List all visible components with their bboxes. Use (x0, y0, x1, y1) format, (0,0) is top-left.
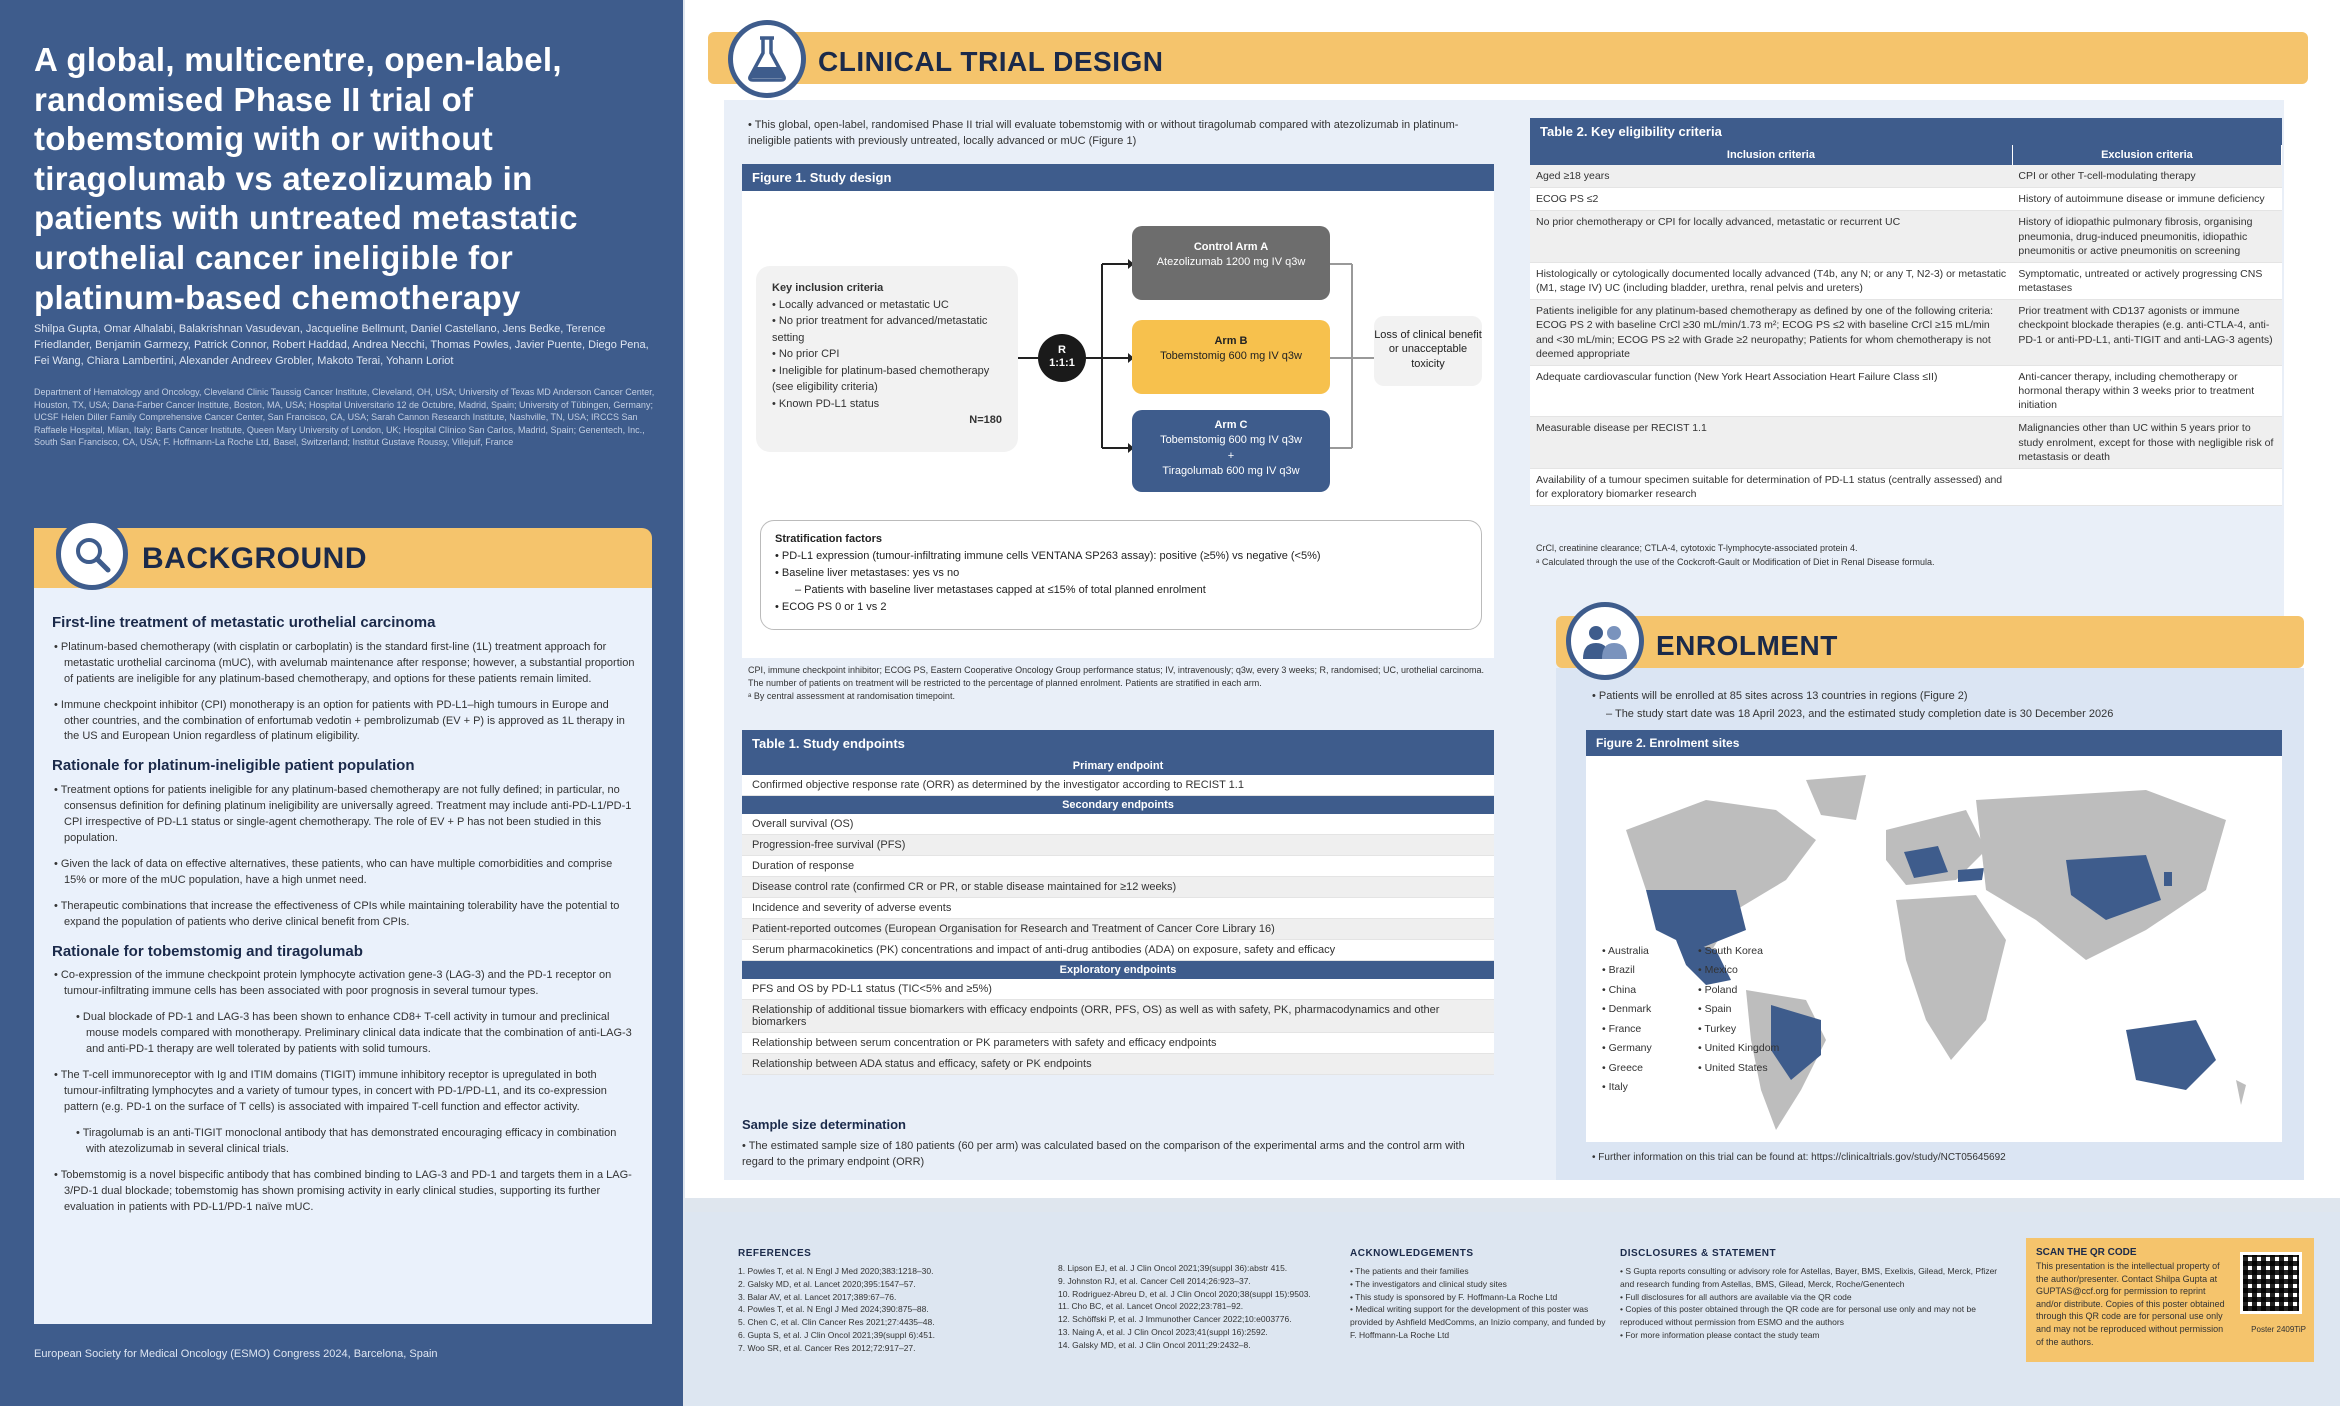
reference-item: 13. Naing A, et al. J Clin Oncol 2023;41(suppl 16):2592. (1058, 1326, 1268, 1337)
table-2-eligibility (1530, 118, 2282, 506)
kic-n: N=180 (969, 414, 1002, 426)
inclusion-cell: Histologically or cytologically documented locally advanced (T4b, any N; or any T, N2-3) or metastatic (M1, stage IV) UC (including bladder, urethra, renal pelvis and ureters) (1530, 262, 2012, 299)
qr-box (2026, 1238, 2314, 1362)
stratification-box (760, 520, 1482, 630)
qr-title: SCAN THE QR CODE (2036, 1247, 2137, 1258)
secondary-endpoints-header: Secondary endpoints (742, 796, 1494, 814)
affiliations: Department of Hematology and Oncology, Cleveland Clinic Taussig Cancer Institute, Cleveland, OH, USA; University of Texas MD Anderson Cancer Center, Houston, TX, USA; Dana-Farber Cancer Institute, Boston, MA, USA; Hospital Universitario 12 de Octubre, Madrid, Spain; University of Tübingen, Germany; UCSF Helen Diller Family Comprehensive Cancer Center, San Francisco, CA, USA; Sarah Cannon Research Institute, Nashville, TN, USA; IRCCS San Raffaele Hospital, Milan, Italy; Barts Cancer Institute, Queen Mary University of London, UK; Hospital Clínico San Carlos, Madrid, Spain; Genentech, Inc., South San Francisco, CA, USA; F. Hoffmann-La Roche Ltd, Basel, Switzerland; Institut Gustave Roussy, Villejuif, France (34, 387, 655, 448)
reference-item: 3. Balar AV, et al. Lancet 2017;389:67–76. (738, 1291, 897, 1302)
table-2-footnote-1: CrCl, creatinine clearance; CTLA-4, cytotoxic T-lymphocyte-associated protein 4. (1536, 543, 1858, 553)
inclusion-header: Inclusion criteria (1530, 145, 2012, 165)
table-row: Progression-free survival (PFS) (742, 835, 1494, 856)
enrolment-title: ENROLMENT (1656, 630, 1838, 661)
ctd-intro: • This global, open-label, randomised Phase II trial will evaluate tobemstomig with or without tiragolumab compared with atezolizumab in platinum-ineligible patients with previously untreated, locally advanced or mUC (Figure 1) (748, 119, 1459, 147)
enrolment-text-2: – The study start date was 18 April 2023, and the estimated study completion date is 30 December 2026 (1606, 707, 2114, 720)
country-list-1 (1602, 942, 1652, 1097)
country-item: • United Kingdom (1698, 1042, 1780, 1055)
figure-1-study-design (742, 164, 1494, 658)
background-paragraph: • The T-cell immunoreceptor with Ig and ITIM domains (TIGIT) immune inhibitory receptor is upregulated in both tumour-infiltrating lymphocytes and a variety of tumour types, in concert with PD-1/PD-L1, and its co-expression pattern (e.g. PD-1 on the surface of T cells) is associated with impaired T-cell function and effector activity. (54, 1069, 607, 1113)
table-row (1530, 417, 2282, 469)
references-col-2 (1058, 1262, 1338, 1351)
background-paragraph: • Platinum-based chemotherapy (with cisplatin or carboplatin) is the standard first-line (1L) treatment approach for metastatic urothelial carcinoma (mUC), with avelumab maintenance after response; however, a substantial proportion of patients are ineligible for any platinum-based chemotherapy, and options for these patients remain limited. (54, 640, 635, 685)
figure-1-footnote-a: ᵃ By central assessment at randomisation timepoint. (748, 691, 955, 702)
inclusion-cell: Adequate cardiovascular function (New York Heart Association Heart Failure Class ≤II) (1530, 365, 2012, 417)
map-africa (1896, 895, 2006, 1060)
arm-c-drug-2: Tiragolumab 600 mg IV q3w (1162, 465, 1300, 478)
country-list-2 (1698, 942, 1779, 1078)
arm-a-box (1132, 226, 1330, 300)
strat-item: – Patients with baseline liver metastases capped at ≤15% of total planned enrolment (795, 584, 1206, 597)
table-2-title: Table 2. Key eligibility criteria (1530, 118, 2282, 145)
sample-size-title: Sample size determination (742, 1117, 906, 1132)
enrolment-text-1: • Patients will be enrolled at 85 sites across 13 countries in regions (Figure 2) (1592, 690, 1968, 702)
rand-label: R (1058, 344, 1066, 356)
table-1-endpoints (742, 730, 1494, 1075)
background-paragraph: • Given the lack of data on effective alternatives, these patients, who can have multiple comorbidities and comprise 15% or more of the mUC population, have a high unmet need. (54, 857, 613, 886)
ctd-title: CLINICAL TRIAL DESIGN (818, 46, 1164, 77)
kic-item: • Known PD-L1 status (772, 397, 880, 410)
reference-item: 6. Gupta S, et al. J Clin Oncol 2021;39(suppl 6):451. (738, 1329, 936, 1340)
sample-size (742, 1116, 1494, 1171)
exclusion-cell: Symptomatic, untreated or actively progressing CNS metastases (2012, 262, 2281, 299)
disclosures (1620, 1246, 2000, 1342)
acknowledgements-title: ACKNOWLEDGEMENTS (1350, 1248, 1474, 1259)
arm-b-box (1132, 320, 1330, 394)
table-row: Relationship of additional tissue biomarkers with efficacy endpoints (ORR, PFS, OS) as well as with safety, PK, pharmacodynamics and other biomarkers (742, 1000, 1494, 1033)
kic-item: • Locally advanced or metastatic UC (772, 298, 949, 311)
table-row: Disease control rate (confirmed CR or PR, or stable disease maintained for ≥12 weeks) (742, 877, 1494, 898)
background-paragraph: • Therapeutic combinations that increase the effectiveness of CPIs while maintaining tolerability have the potential to expand the population of patients who derive clinical benefit from CPIs. (54, 899, 620, 928)
enrolment-text (1592, 688, 2292, 723)
reference-item: 4. Powles T, et al. N Engl J Med 2024;390:875–88. (738, 1304, 929, 1315)
map-turkey (1958, 868, 1984, 882)
country-item: • Germany (1602, 1042, 1652, 1055)
disclosures-title: DISCLOSURES & STATEMENT (1620, 1248, 1777, 1259)
eligibility-table (1530, 145, 2282, 506)
arm-a-name: Control Arm A (1193, 241, 1269, 253)
reference-item: 14. Galsky MD, et al. J Clin Oncol 2011;29:2432–8. (1058, 1339, 1251, 1350)
background-paragraph: • Treatment options for patients ineligible for any platinum-based chemotherapy are not fully defined; in particular, no consensus definition for defining platinum ineligibility are universally agreed. Treatment may include anti-PD-L1/PD-1 CPI irrespective of PD-L1 status or single-agent chemotherapy. The role of EV + P has not been studied in this population. (54, 784, 632, 844)
exclusion-cell: CPI or other T-cell-modulating therapy (2012, 165, 2281, 188)
disclosure-item: • S Gupta reports consulting or advisory role for Astellas, Bayer, BMS, Exelixis, Gilead, Merck, Pfizer and research funding from Astellas, BMS, Gilead, Merck, Roche/Genentech (1620, 1266, 1998, 1289)
kic-item: • Ineligible for platinum-based chemotherapy (see eligibility criteria) (772, 364, 990, 393)
disclosure-item: • For more information please contact the study team (1620, 1329, 1820, 1340)
exclusion-cell: Anti-cancer therapy, including chemotherapy or hormonal therapy within 3 weeks prior to treatment initiation (2012, 365, 2281, 417)
country-item: • Spain (1698, 1003, 1732, 1016)
exclusion-cell: Prior treatment with CD137 agonists or immune checkpoint blockade therapies (e.g. anti-CTLA-4, anti-PD-1 or anti-PD-L1, anti-TIGIT and anti-LAG-3 agents) (2012, 300, 2281, 366)
rand-ratio: 1:1:1 (1049, 357, 1075, 370)
qr-caption: Poster 2409TiP (2251, 1325, 2306, 1334)
kic-title: Key inclusion criteria (772, 282, 884, 294)
background-paragraph: • Tobemstomig is a novel bispecific antibody that has combined binding to LAG-3 and PD-1 and targets them in a LAG-3/PD-1 dual blockade; tobemstomig has shown promising activity in early clinical studies, supporting its further evaluation in patients with PD-L1/PD-1 naïve mUC. (54, 1168, 632, 1213)
strat-title: Stratification factors (775, 533, 882, 545)
table-row: PFS and OS by PD-L1 status (TIC<5% and ≥5%) (742, 979, 1494, 1000)
table-row: Serum pharmacokinetics (PK) concentrations and impact of anti-drug antibodies (ADA) on exposure, safety and efficacy (742, 940, 1494, 961)
figure-2-enrolment-map (1586, 730, 2282, 1142)
table-row (1530, 188, 2282, 211)
background-heading-3: Rationale for tobemstomig and tiragolumab (52, 942, 363, 960)
table-row: Confirmed objective response rate (ORR) as determined by the investigator according to RECIST 1.1 (742, 775, 1494, 796)
background-title: BACKGROUND (142, 542, 367, 575)
country-item: • China (1602, 983, 1637, 996)
background-paragraph: • Dual blockade of PD-1 and LAG-3 has been shown to enhance CD8+ T-cell activity in tumour and preclinical mouse models compared with monotherapy. Preliminary clinical data indicate that the combination of anti-LAG-3 and anti-PD-1 therapy are well tolerated by patients with solid tumours. (76, 1011, 632, 1056)
table-row: Overall survival (OS) (742, 814, 1494, 835)
table-row (1530, 365, 2282, 417)
arm-a-drug: Atezolizumab 1200 mg IV q3w (1156, 256, 1306, 269)
country-item: • France (1602, 1022, 1642, 1035)
country-item: • South Korea (1698, 945, 1763, 957)
table-row: Duration of response (742, 856, 1494, 877)
magnifier-icon (56, 518, 128, 590)
reference-item: 12. Schöffski P, et al. J Immunother Cancer 2022;10:e003776. (1058, 1314, 1292, 1324)
table-row: Relationship between ADA status and efficacy, safety or PK endpoints (742, 1054, 1494, 1075)
background-heading-1: First-line treatment of metastatic urothelial carcinoma (52, 614, 436, 631)
reference-item: 10. Rodriguez-Abreu D, et al. J Clin Oncol 2020;38(suppl 15):9503. (1058, 1288, 1311, 1299)
country-item: • Turkey (1698, 1022, 1737, 1035)
strat-item: • PD-L1 expression (tumour-infiltrating immune cells VENTANA SP263 assay): positive (≥5%) vs negative (<5%) (775, 550, 1321, 563)
background-paragraph: • Immune checkpoint inhibitor (CPI) monotherapy is an option for patients with PD-L1–high tumours in Europe and other countries, and the combination of enfortumab vedotin + pembrolizumab (EV + P) is approved as 1L therapy in the US and European Union regardless of platinum eligibility. (54, 698, 625, 743)
table-2-footnote-2: ᵃ Calculated through the use of the Cockcroft-Gault or Modification of Diet in Renal Disease formula. (1536, 556, 1935, 567)
map-united-states (1646, 890, 1746, 950)
country-item: • Brazil (1602, 964, 1635, 977)
exclusion-cell: Malignancies other than UC within 5 years prior to study enrolment, except for those with negligible risk of metastasis or death (2012, 417, 2281, 469)
exclusion-cell (2012, 468, 2281, 505)
table-row: Relationship between serum concentration or PK parameters with safety and efficacy endpoints (742, 1033, 1494, 1054)
references-col-1 (738, 1246, 1038, 1354)
inclusion-cell: Aged ≥18 years (1530, 165, 2012, 188)
reference-item: 8. Lipson EJ, et al. J Clin Oncol 2021;39(suppl 36):abstr 415. (1058, 1263, 1288, 1273)
exclusion-cell: History of idiopathic pulmonary fibrosis, organising pneumonia, drug-induced pneumonitis, idiopathic pneumonitis or active pneumonitis on screening (2012, 211, 2281, 263)
inclusion-cell: No prior chemotherapy or CPI for locally advanced, metastatic or recurrent UC (1530, 211, 2012, 263)
reference-item: 9. Johnston RJ, et al. Cancer Cell 2014;26:923–37. (1058, 1275, 1251, 1286)
table-row (1530, 468, 2282, 505)
table-2-footnote (1536, 542, 2276, 569)
qr-code-icon[interactable] (2240, 1252, 2302, 1314)
country-item: • United States (1698, 1061, 1768, 1074)
figure-1-title: Figure 1. Study design (742, 164, 1494, 191)
ack-item: • The patients and their families (1350, 1266, 1469, 1276)
table-1-title: Table 1. Study endpoints (742, 730, 1494, 757)
inclusion-cell: ECOG PS ≤2 (1530, 188, 2012, 211)
kic-item: • No prior treatment for advanced/metastatic setting (772, 315, 988, 344)
kic-item: • No prior CPI (772, 348, 840, 360)
exploratory-endpoints-header: Exploratory endpoints (742, 961, 1494, 979)
flask-icon (728, 20, 806, 98)
sample-size-text: • The estimated sample size of 180 patients (60 per arm) was calculated based on the comparison of the experimental arms and the control arm with regard to the primary endpoint (ORR) (742, 1139, 1465, 1168)
enrolment-footnote: • Further information on this trial can be found at: https://clinicaltrials.gov/study/NCT05645692 (1592, 1152, 2006, 1163)
exclusion-header: Exclusion criteria (2012, 145, 2281, 165)
figure-1-footnote (748, 664, 1488, 703)
figure-1-footnote-text: CPI, immune checkpoint inhibitor; ECOG PS, Eastern Cooperative Oncology Group performance status; IV, intravenously; q3w, every 3 weeks; R, randomised; UC, urothelial carcinoma. The number of patients on treatment will be restricted to the percentage of planned enrolment. Patients are stratified in each arm. (748, 665, 1485, 689)
arm-c-plus: + (1227, 449, 1235, 462)
exclusion-cell: History of autoimmune disease or immune deficiency (2012, 188, 2281, 211)
background-content (52, 604, 636, 1226)
table-row: Incidence and severity of adverse events (742, 898, 1494, 919)
background-paragraph: • Co-expression of the immune checkpoint protein lymphocyte activation gene-3 (LAG-3) and the PD-1 receptor on tumour-infiltrating immune cells has been associated with poor prognosis in several tumour types. (54, 969, 612, 998)
reference-item: 5. Chen C, et al. Clin Cancer Res 2021;27:4435–48. (738, 1317, 935, 1327)
figure-2-title: Figure 2. Enrolment sites (1586, 730, 2282, 756)
loss-of-benefit-box: Loss of clinical benefit or unacceptable toxicity (1374, 316, 1482, 386)
country-item: • Poland (1698, 983, 1738, 996)
map-greenland (1806, 775, 1866, 820)
acknowledgements (1350, 1246, 1610, 1342)
references-title: REFERENCES (738, 1248, 812, 1259)
arm-c-box (1132, 410, 1330, 492)
reference-item: 11. Cho BC, et al. Lancet Oncol 2022;23:781–92. (1058, 1301, 1244, 1312)
randomisation-node (1038, 334, 1086, 382)
table-row (1530, 262, 2282, 299)
inclusion-cell: Availability of a tumour specimen suitable for determination of PD-L1 status (centrally assessed) and for exploratory biomarker research (1530, 468, 2012, 505)
primary-endpoint-header: Primary endpoint (742, 757, 1494, 775)
reference-item: 2. Galsky MD, et al. Lancet 2020;395:1547–57. (738, 1278, 916, 1289)
background-heading-2: Rationale for platinum-ineligible patient population (52, 757, 415, 775)
reference-item: 7. Woo SR, et al. Cancer Res 2012;72:917–27. (738, 1342, 916, 1353)
country-item: • Greece (1602, 1061, 1644, 1074)
inclusion-cell: Measurable disease per RECIST 1.1 (1530, 417, 2012, 469)
world-map (1586, 760, 2282, 1140)
country-item: • Australia (1602, 945, 1649, 957)
country-item: • Denmark (1602, 1003, 1652, 1016)
disclosure-item: • Copies of this poster obtained through the QR code are for personal use only and may not be reproduced without permission from ESMO and the authors (1620, 1304, 1976, 1327)
table-row: Patient-reported outcomes (European Organisation for Research and Treatment of Cancer Core Library 16) (742, 919, 1494, 940)
table-row (1530, 211, 2282, 263)
arm-c-drug-1: Tobemstomig 600 mg IV q3w (1160, 434, 1302, 447)
country-item: • Italy (1602, 1080, 1628, 1093)
arm-b-drug: Tobemstomig 600 mg IV q3w (1160, 350, 1302, 363)
ack-item: • The investigators and clinical study sites (1350, 1278, 1507, 1289)
map-new-zealand (2236, 1080, 2246, 1105)
arm-b-name: Arm B (1214, 335, 1248, 347)
ack-item: • This study is sponsored by F. Hoffmann-La Roche Ltd (1350, 1291, 1558, 1302)
strat-item: • ECOG PS 0 or 1 vs 2 (775, 601, 887, 614)
people-icon (1566, 602, 1644, 680)
arm-c-name: Arm C (1214, 419, 1248, 431)
authors: Shilpa Gupta, Omar Alhalabi, Balakrishnan Vasudevan, Jacqueline Bellmunt, Daniel Castellano, Jens Bedke, Terence Friedlander, Benjamin Garmezy, Patrick Connor, Robert Haddad, Andrea Necchi, Thomas Powles, Javier Puente, Diego Pena, Fei Wang, Chiara Lambertini, Alexander Andreev Grobler, Makoto Terai, Yohann Loriot (34, 323, 649, 367)
background-paragraph: • Tiragolumab is an anti-TIGIT monoclonal antibody that has demonstrated encouraging efficacy in combination with atezolizumab in several clinical trials. (76, 1126, 617, 1155)
qr-text: This presentation is the intellectual property of the author/presenter. Contact Shilpa Gupta at GUPTAS@ccf.org for permission to reprint and/or distribute. Copies of this poster obtained through this QR code are for personal use only and may not be reproduced without permission of the authors. (2036, 1261, 2225, 1347)
table-row (1530, 300, 2282, 366)
strat-item: • Baseline liver metastases: yes vs no (775, 567, 960, 580)
congress-footer: European Society for Medical Oncology (ESMO) Congress 2024, Barcelona, Spain (34, 1348, 438, 1360)
country-item: • Mexico (1698, 964, 1738, 977)
poster-title: A global, multicentre, open-label, randomised Phase II trial of tobemstomig with or without tiragolumab vs atezolizumab in patients with untreated metastatic urothelial cancer ineligible for platinum-based chemotherapy (34, 41, 578, 316)
disclosure-item: • Full disclosures for all authors are available via the QR code (1620, 1291, 1852, 1302)
map-australia (2126, 1020, 2216, 1090)
reference-item: 1. Powles T, et al. N Engl J Med 2020;383:1218–30. (738, 1266, 934, 1276)
map-south-korea (2164, 872, 2172, 886)
table-row (1530, 165, 2282, 188)
ack-item: • Medical writing support for the development of this poster was provided by Ashfield MedComms, an Inizio company, and funded by F. Hoffmann-La Roche Ltd (1350, 1304, 1606, 1340)
inclusion-cell: Patients ineligible for any platinum-based chemotherapy as defined by one of the following criteria: ECOG PS 2 with baseline CrCl ≥30 mL/min/1.73 m²; ECOG PS ≤2 with baseline CrCl ≥15 mL/min and <30 mL/min; ECOG PS ≥2 with Grade ≥2 neuropathy; Patients for whom chemotherapy is not deemed appropriate (1530, 300, 2012, 366)
